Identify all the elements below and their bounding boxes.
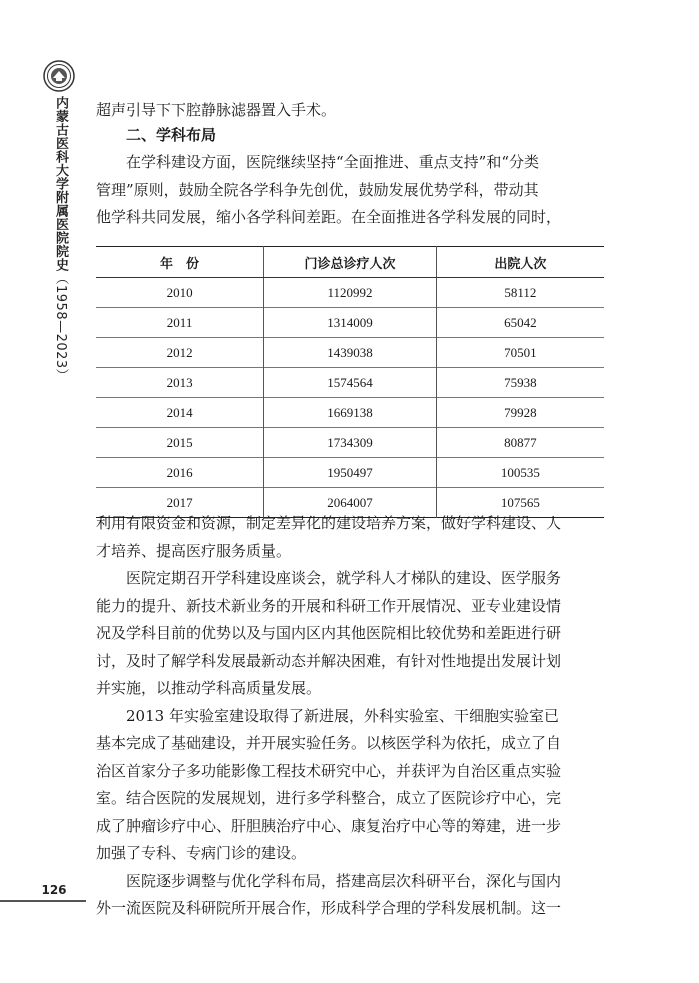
cell-year: 2014 [96,398,264,428]
text-line: 加强了专科、专病门诊的建设。 [96,844,307,862]
cell-year: 2011 [96,308,264,338]
cell-outpatient: 2064007 [264,488,437,518]
page-number: 126 [41,883,67,897]
cell-outpatient: 1669138 [264,398,437,428]
statistics-table [96,246,604,518]
table-row [96,428,604,458]
side-title-years: （1958—2023） [53,271,68,383]
text-line: 外一流医院及科研院所开展合作，形成科学合理的学科发展机制。这一 [96,899,562,917]
hospital-emblem-icon [43,60,75,92]
cell-discharge: 75938 [436,368,604,398]
cell-discharge: 80877 [436,428,604,458]
cell-year: 2016 [96,458,264,488]
text-line: 能力的提升、新技术新业务的开展和科研工作开展情况、亚专业建设情 [96,597,562,615]
text-line: 管理”原则，鼓励全院各学科争先创优，鼓励发展优势学科，带动其 [96,181,539,199]
text-line: 成了肿瘤诊疗中心、肝胆胰治疗中心、康复治疗中心等的筹建，进一步 [96,817,562,835]
cell-year: 2015 [96,428,264,458]
text-line: 利用有限资金和资源，制定差异化的建设培养方案，做好学科建设、人 [96,514,562,532]
text-line: 医院定期召开学科建设座谈会，就学科人才梯队的建设、医学服务 [96,569,562,587]
cell-outpatient: 1950497 [264,458,437,488]
cell-year: 2010 [166,284,193,300]
column-header-discharge: 出院人次 [436,247,604,278]
cell-discharge: 70501 [436,338,604,368]
text-line: 室。结合医院的发展规划，进行多学科整合，成立了医院诊疗中心，完 [96,789,562,807]
cell-year: 2017 [96,488,264,518]
text-line: 他学科共同发展，缩小各学科间差距。在全面推进各学科发展的同时， [96,208,562,226]
cell-discharge: 65042 [436,308,604,338]
table-header-row [96,247,604,278]
text-line: 在学科建设方面，医院继续坚持“全面推进、重点支持”和“分类 [96,153,540,171]
text-line: 并实施，以推动学科高质量发展。 [96,679,322,697]
column-header-outpatient: 门诊总诊疗人次 [264,247,437,278]
table-row [96,338,604,368]
table-row [96,368,604,398]
cell-outpatient: 1314009 [264,308,437,338]
cell-discharge: 58112 [436,278,604,308]
cell-discharge: 100535 [436,458,604,488]
side-book-title [48,96,70,382]
cell-outpatient: 1439038 [264,338,437,368]
cell-outpatient: 1120992 [264,278,437,308]
cell-year: 2012 [96,338,264,368]
text-line: 讨，及时了解学科发展最新动态并解决困难，有针对性地提出发展计划 [96,652,562,670]
text-line: 超声引导下下腔静脉滤器置入手术。 [96,101,337,119]
table-row [96,458,604,488]
cell-outpatient: 1734309 [264,428,437,458]
text-line: 2013 年实验室建设取得了新进展，外科实验室、干细胞实验室已 [96,707,559,725]
cell-discharge: 79928 [436,398,604,428]
table-row [96,398,604,428]
table-row [96,308,604,338]
side-title-text: 内蒙古医科大学附属医院院史 [53,96,68,272]
section-heading: 二、学科布局 [126,126,217,144]
text-line: 况及学科目前的优势以及与国内区内其他医院相比较优势和差距进行研 [96,624,562,642]
cell-outpatient: 1574564 [264,368,437,398]
table-row [96,278,604,308]
text-line: 才培养、提高医疗服务质量。 [96,542,292,560]
cell-year: 2013 [96,368,264,398]
page-number-rule [0,900,86,902]
text-line: 基本完成了基础建设，并开展实验任务。以核医学科为依托，成立了自 [96,734,562,752]
text-line: 治区首家分子多功能影像工程技术研究中心，并获评为自治区重点实验 [96,762,562,780]
column-header-year: 年 份 [96,247,264,278]
text-line: 医院逐步调整与优化学科布局，搭建高层次科研平台，深化与国内 [96,872,562,890]
cell-discharge: 107565 [436,488,604,518]
